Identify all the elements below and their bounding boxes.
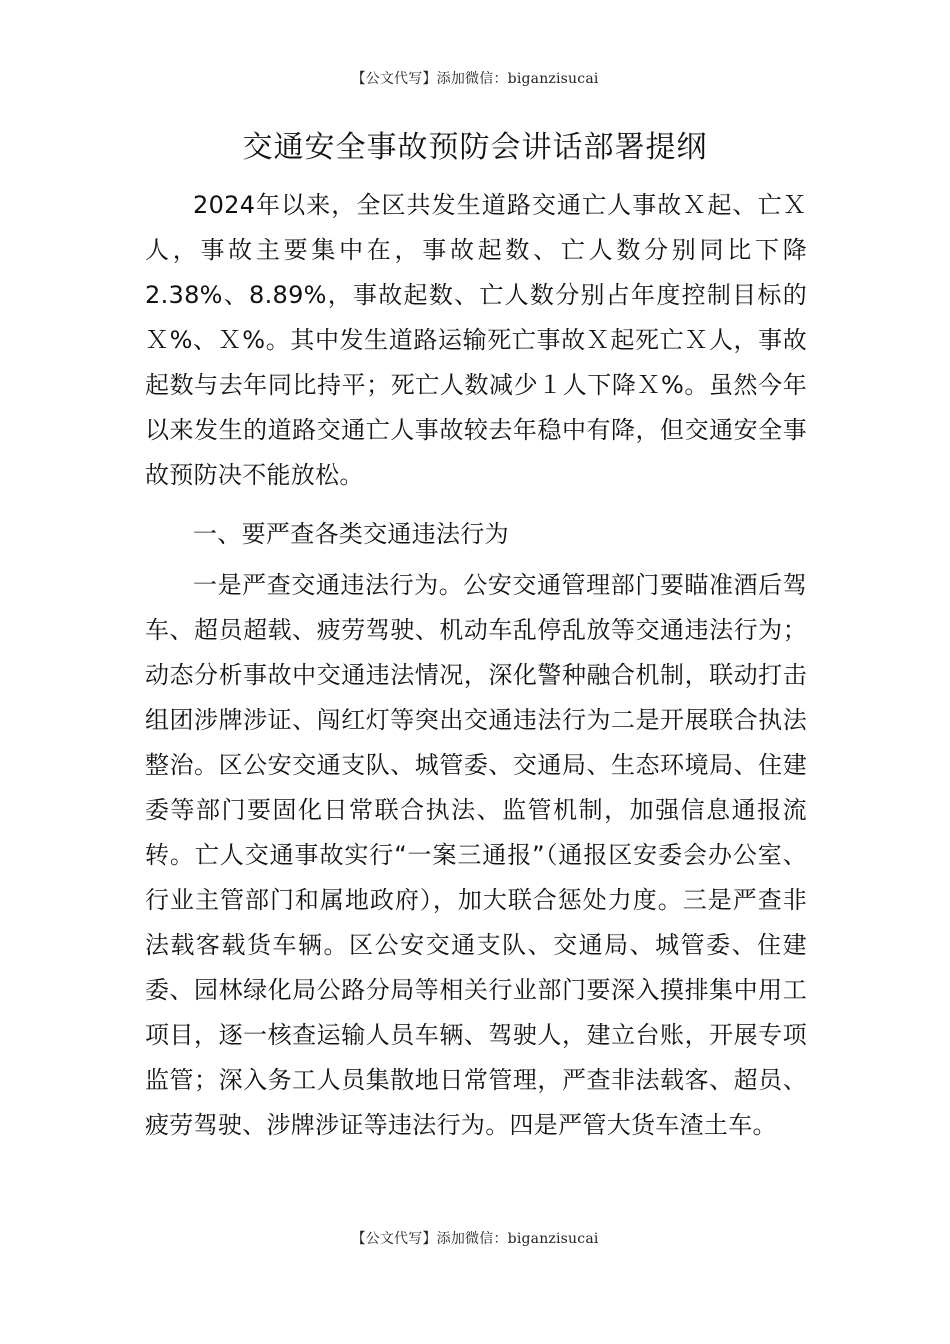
section-paragraph: 一是严查交通违法行为。公安交通管理部门要瞄准酒后驾车、超员超载、疲劳驾驶、机动车乱停乱放等交通违法行为；动态分析事故中交通违法情况，深化警种融合机制，联动打击组团涉牌涉证、闯红灯等突出交通违法行为二是开展联合执法整治。区公安交通支队、城管委、交通局、生态环境局、住建委等部门要固化日常联合执法、监管机制，加强信息通报流转。亡人交通事故实行“一案三通报”（通报区安委会办公室、行业主管部门和属地政府），加大联合惩处力度。三是严查非法载客载货车辆。区公安交通支队、交通局、城管委、住建委、园林绿化局公路分局等相关行业部门要深入摸排集中用工项目，逐一核查运输人员车辆、驾驶人，建立台账，开展专项监管；深入务工人员集散地日常管理，严查非法载客、超员、疲劳驾驶、涉牌涉证等违法行为。四是严管大货车渣土车。 [145, 571, 807, 1139]
intro-paragraph: 2024年以来，全区共发生道路交通亡人事故Ｘ起、亡Ｘ人，事故主要集中在，事故起数、亡人数分别同比下降2.38%、8.89%，事故起数、亡人数分别占年度控制目标的Ｘ%、Ｘ%。其中发生道路运输死亡事故Ｘ起死亡Ｘ人，事故起数与去年同比持平；死亡人数减少１人下降Ｘ%。虽然今年以来发生的道路交通亡人事故较去年稳中有降，但交通安全事故预防决不能放松。 [145, 191, 807, 489]
page-footer: 【公文代写】添加微信：biganzisucai [351, 1231, 599, 1247]
section-heading: 一、要严查各类交通违法行为 [193, 520, 509, 548]
document-body [145, 183, 807, 1148]
page-header: 【公文代写】添加微信：biganzisucai [351, 71, 599, 87]
document-title: 交通安全事故预防会讲话部署提纲 [242, 130, 708, 165]
